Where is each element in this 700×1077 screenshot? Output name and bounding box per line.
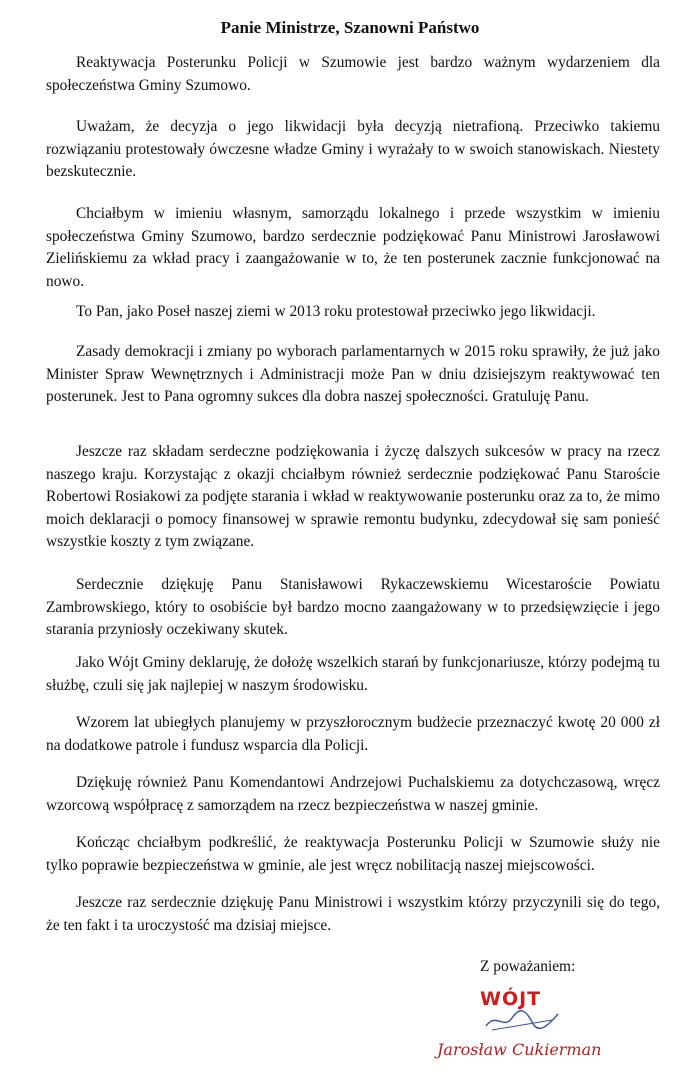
handwritten-signature <box>482 1006 562 1034</box>
paragraph-1: Reaktywacja Posterunku Policji w Szumowie jest bardzo ważnym wydarzeniem dla społeczeństwa Gminy Szumowo. <box>46 54 660 94</box>
paragraph-9: Wzorem lat ubiegłych planujemy w przyszłorocznym budżecie przeznaczyć kwotę 20 000 zł na dodatkowe patrole i fundusz wsparcia dla Policji. <box>46 714 660 754</box>
paragraph-6: Jeszcze raz składam serdeczne podziękowania i życzę dalszych sukcesów w pracy na rzecz naszego kraju. Korzystając z okazji chciałbym również serdecznie podziękować Panu Staroście Robertowi Rosiakowi za podjęte starania i wkład w reaktywowanie posterunku oraz za to, że mimo moich deklaracji o pomocy finansowej w sprawie remontu budynku, zdecydował się sam ponieść wszystkie koszty z tym związane. <box>46 443 660 550</box>
paragraph-2: Uważam, że decyzja o jego likwidacji była decyzją nietrafioną. Przeciwko takiemu rozwiązaniu protestowały ówczesne władze Gminy i wyrażały to w swoich stanowiskach. Niestety bezskutecznie. <box>46 118 660 180</box>
paragraph-5: Zasady demokracji i zmiany po wyborach parlamentarnych w 2015 roku sprawiły, że już jako Minister Spraw Wewnętrznych i Administracji może Pan w dniu dzisiejszym reaktywować ten posterunek. Jest to Pana ogromny sukces dla dobra naszej społeczności. Gratuluję Panu. <box>46 343 660 405</box>
paragraph-11: Kończąc chciałbym podkreślić, że reaktywacja Posterunku Policji w Szumowie służy nie tylko poprawie bezpieczeństwa w gminie, ale jest wręcz nobilitacją naszej miejscowości. <box>46 834 660 874</box>
paragraph-10: Dziękuję również Panu Komendantowi Andrzejowi Puchalskiemu za dotychczasową, wręcz wzorcową współpracę z samorządem na rzecz bezpieczeństwa w naszej gminie. <box>46 774 660 814</box>
paragraph-8: Jako Wójt Gminy deklaruję, że dołożę wszelkich starań by funkcjonariusze, którzy podejmą tu służbę, czuli się jak najlepiej w naszym środowisku. <box>46 654 660 694</box>
signer-name: Jarosław Cukierman <box>437 1040 602 1059</box>
letter-heading: Panie Ministrze, Szanowni Państwo <box>220 18 480 37</box>
closing-salutation: Z poważaniem: <box>480 958 576 975</box>
paragraph-4: To Pan, jako Poseł naszej ziemi w 2013 roku protestował przeciwko jego likwidacji. <box>76 303 596 320</box>
paragraph-3: Chciałbym w imieniu własnym, samorządu lokalnego i przede wszystkim w imieniu społeczeństwa Gminy Szumowo, bardzo serdecznie podziękować Panu Ministrowi Jarosławowi Zielińskiemu za wkład pracy i zaangażowanie w to, że ten posterunek zacznie funkcjonować na nowo. <box>46 205 660 290</box>
paragraph-7: Serdecznie dziękuję Panu Stanisławowi Rykaczewskiemu Wicestaroście Powiatu Zambrowskiego, który to osobiście był bardzo mocno zaangażowany w to przedsięwzięcie i jego starania przyniosły oczekiwany skutek. <box>46 576 660 638</box>
wojt-stamp: WÓJT <box>480 988 542 1010</box>
paragraph-12: Jeszcze raz serdecznie dziękuję Panu Ministrowi i wszystkim którzy przyczynili się do tego, że ten fakt i ta uroczystość ma dzisiaj miejsce. <box>46 894 660 934</box>
